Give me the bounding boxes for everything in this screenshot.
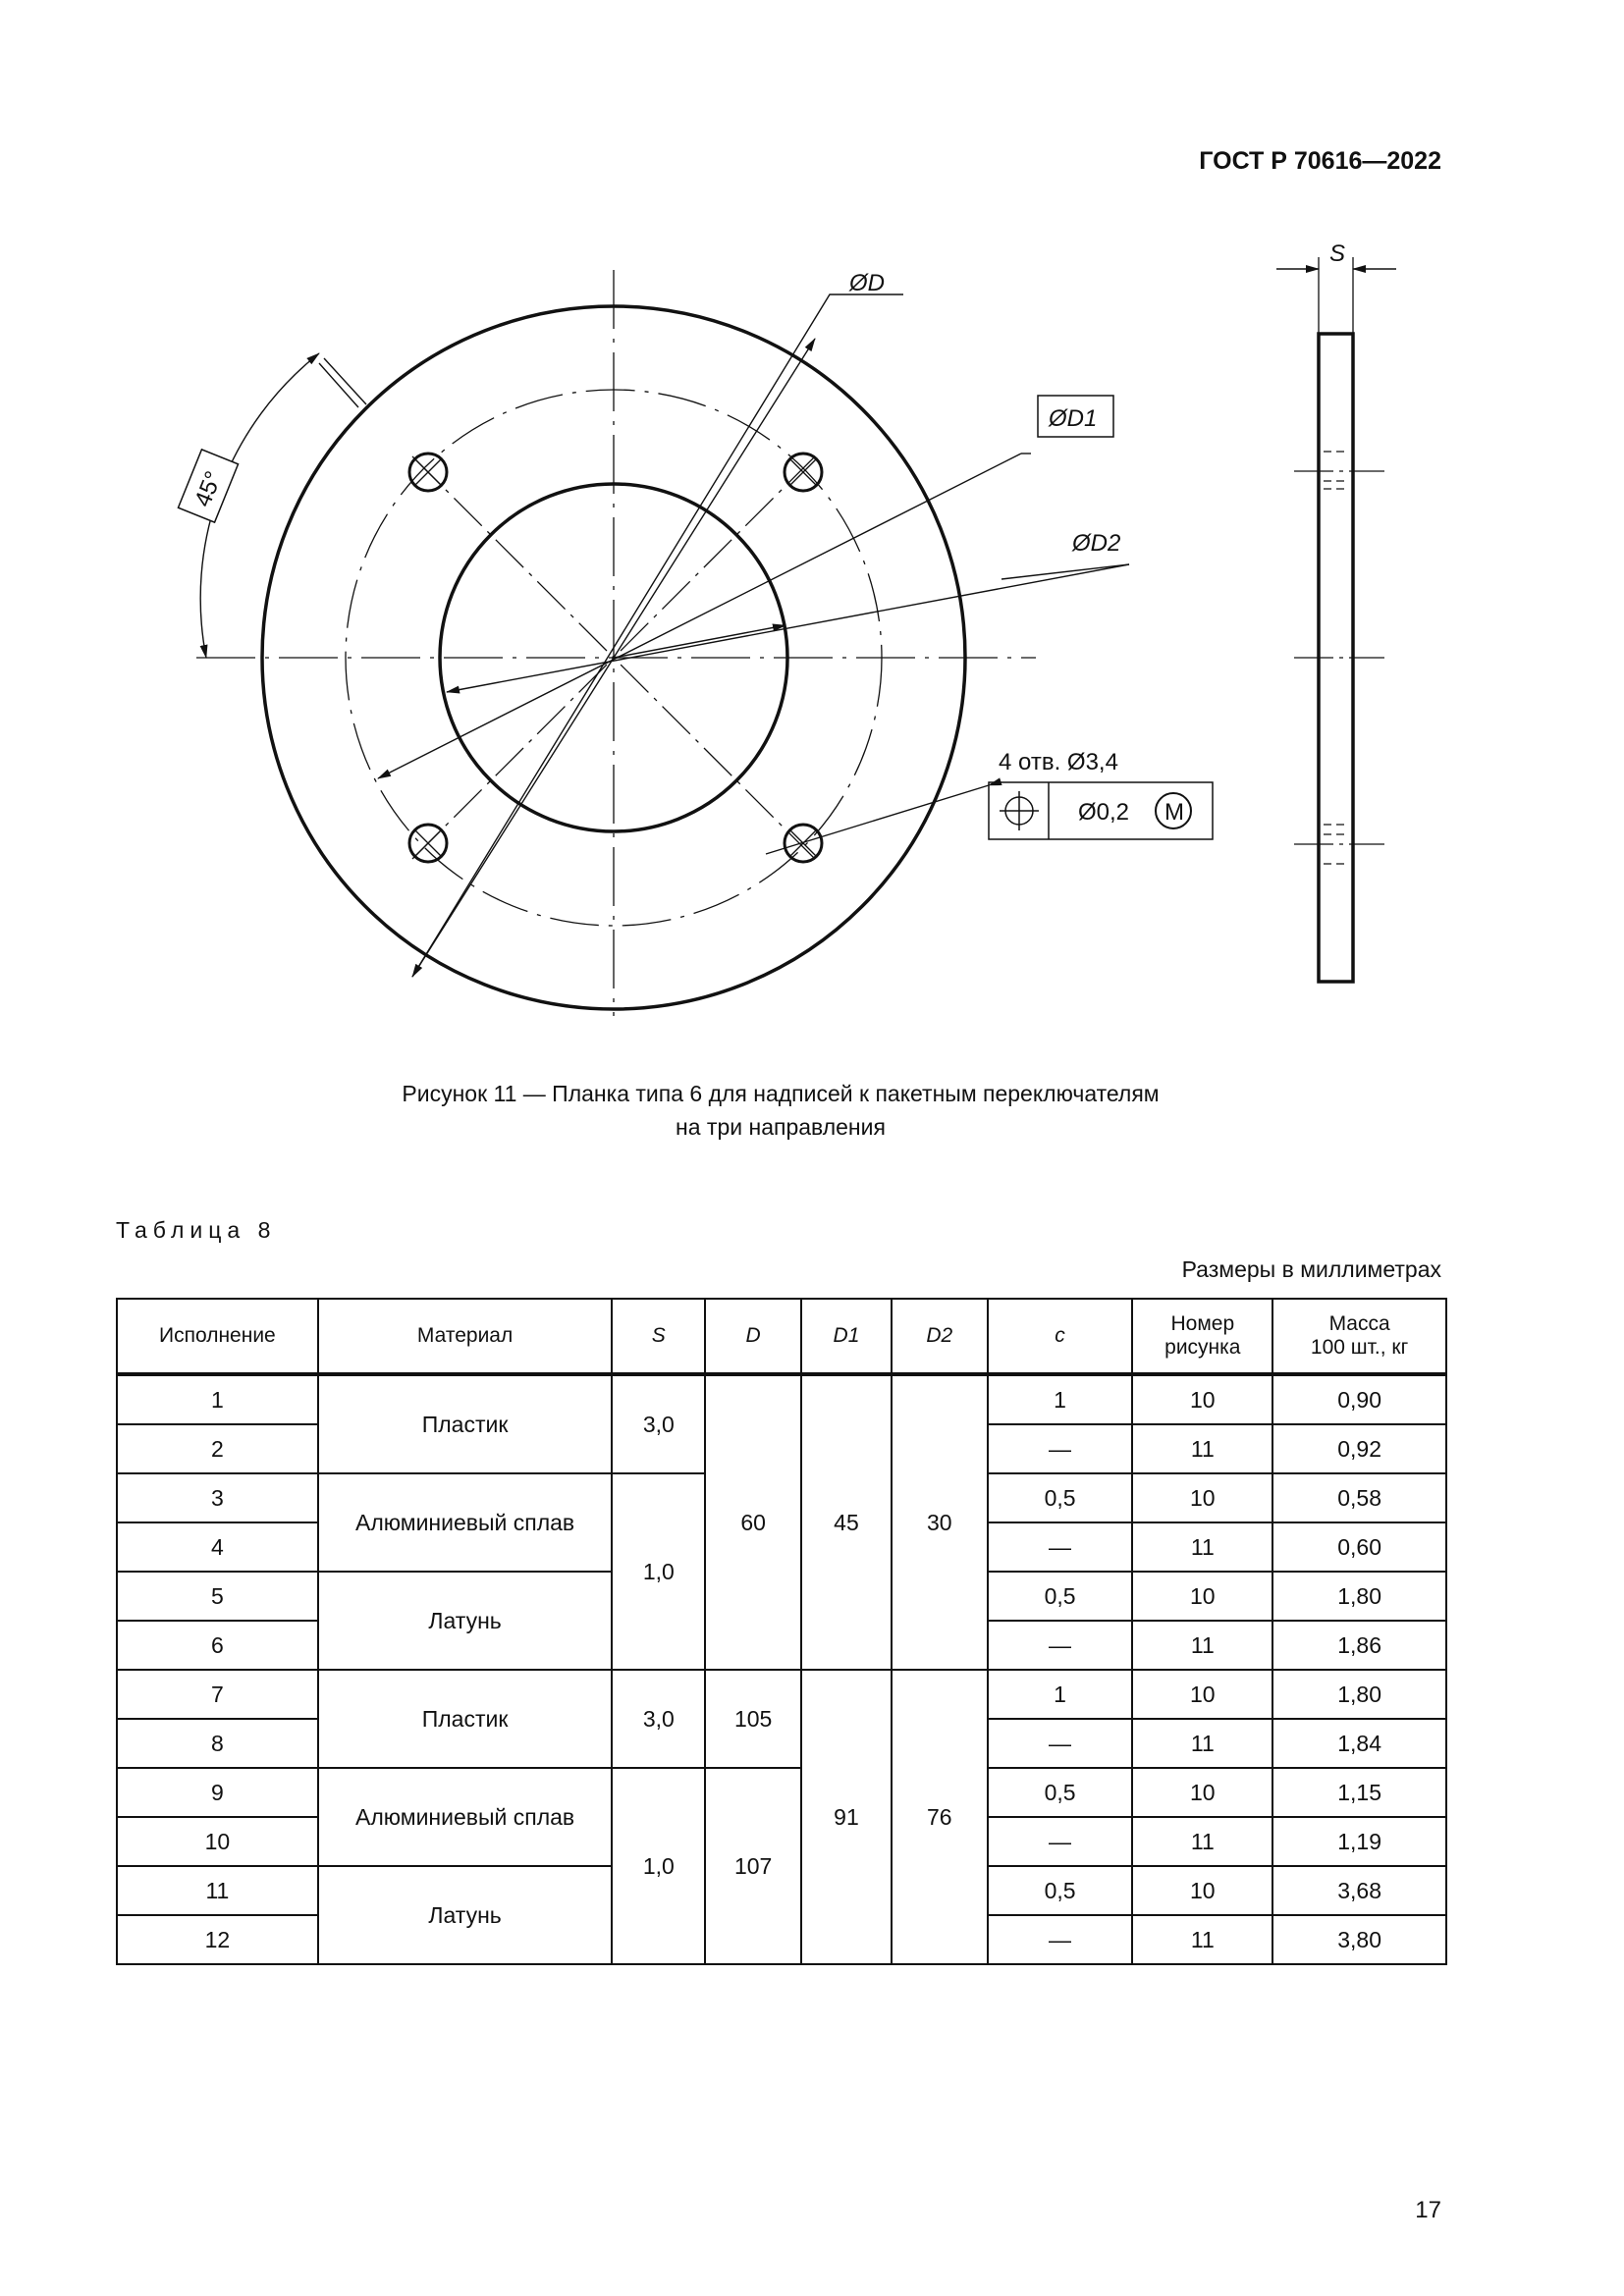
cell-variant: 4 (117, 1522, 318, 1572)
cell-figure-no: 11 (1132, 1915, 1272, 1964)
cell-variant: 11 (117, 1866, 318, 1915)
page-number: 17 (1415, 2197, 1441, 2223)
cell-variant: 5 (117, 1572, 318, 1621)
tolerance-value: Ø0,2 (1078, 799, 1130, 826)
tolerance-modifier: M (1164, 799, 1184, 826)
figure-caption-line2: на три направления (676, 1114, 886, 1140)
hole-top-right (785, 454, 822, 491)
cell-figure-no: 11 (1132, 1817, 1272, 1866)
cell-variant: 6 (117, 1621, 318, 1670)
cell-figure-no: 10 (1132, 1374, 1272, 1424)
cell-c: 0,5 (988, 1866, 1133, 1915)
cell-c: 0,5 (988, 1768, 1133, 1817)
cell-D2: 76 (892, 1670, 988, 1964)
label-dia-D2: ØD2 (1072, 530, 1121, 557)
cell-material: Алюминиевый сплав (318, 1768, 613, 1866)
cell-c: — (988, 1424, 1133, 1473)
cell-c: — (988, 1522, 1133, 1572)
cell-figure-no: 10 (1132, 1473, 1272, 1522)
header-material: Материал (318, 1299, 613, 1374)
label-angle: 45° (189, 467, 228, 511)
label-holes: 4 отв. Ø3,4 (999, 749, 1118, 775)
cell-material: Алюминиевый сплав (318, 1473, 613, 1572)
table-row (117, 1768, 1446, 1817)
table-header-row (117, 1299, 1446, 1374)
technical-drawing (0, 0, 1624, 1060)
cell-figure-no: 11 (1132, 1621, 1272, 1670)
hole-bottom-left (409, 825, 447, 862)
cell-mass: 0,92 (1272, 1424, 1446, 1473)
cell-c: — (988, 1621, 1133, 1670)
cell-figure-no: 11 (1132, 1522, 1272, 1572)
cell-c: — (988, 1817, 1133, 1866)
figure-caption (0, 1077, 1561, 1144)
cell-mass: 0,90 (1272, 1374, 1446, 1424)
spec-table (116, 1298, 1447, 1965)
label-thickness: S (1329, 240, 1346, 267)
header-c: c (988, 1299, 1133, 1374)
table-row (117, 1374, 1446, 1424)
cell-material: Пластик (318, 1374, 613, 1473)
cell-mass: 1,19 (1272, 1817, 1446, 1866)
cell-material: Латунь (318, 1572, 613, 1670)
cell-S: 3,0 (612, 1670, 705, 1768)
cell-mass: 0,60 (1272, 1522, 1446, 1572)
header-S: S (612, 1299, 705, 1374)
cell-D1: 91 (801, 1670, 892, 1964)
cell-mass: 1,15 (1272, 1768, 1446, 1817)
label-dia-D1: ØD1 (1049, 405, 1098, 432)
cell-c: 0,5 (988, 1473, 1133, 1522)
cell-material: Латунь (318, 1866, 613, 1964)
cell-c: 1 (988, 1374, 1133, 1424)
header-D2: D2 (892, 1299, 988, 1374)
cell-variant: 2 (117, 1424, 318, 1473)
label-dia-D: ØD (849, 270, 885, 296)
cell-D: 105 (705, 1670, 801, 1768)
cell-c: 1 (988, 1670, 1133, 1719)
header-D: D (705, 1299, 801, 1374)
cell-figure-no: 11 (1132, 1719, 1272, 1768)
cell-c: — (988, 1915, 1133, 1964)
cell-S: 1,0 (612, 1768, 705, 1964)
side-view (1276, 257, 1396, 982)
hole-top-left (409, 454, 447, 491)
table-units-note: Размеры в миллиметрах (1181, 1256, 1441, 1282)
cell-D1: 45 (801, 1374, 892, 1670)
cell-variant: 10 (117, 1817, 318, 1866)
cell-mass: 1,80 (1272, 1670, 1446, 1719)
cell-variant: 9 (117, 1768, 318, 1817)
cell-mass: 0,58 (1272, 1473, 1446, 1522)
cell-mass: 1,84 (1272, 1719, 1446, 1768)
cell-mass: 3,80 (1272, 1915, 1446, 1964)
cell-figure-no: 10 (1132, 1866, 1272, 1915)
cell-variant: 3 (117, 1473, 318, 1522)
cell-figure-no: 10 (1132, 1768, 1272, 1817)
cell-mass: 1,80 (1272, 1572, 1446, 1621)
document-id: ГОСТ Р 70616—2022 (1199, 147, 1441, 175)
cell-variant: 7 (117, 1670, 318, 1719)
cell-c: 0,5 (988, 1572, 1133, 1621)
cell-mass: 3,68 (1272, 1866, 1446, 1915)
table-label: Таблица 8 (116, 1217, 277, 1243)
cell-c: — (988, 1719, 1133, 1768)
cell-D: 60 (705, 1374, 801, 1670)
cell-variant: 12 (117, 1915, 318, 1964)
cell-figure-no: 11 (1132, 1424, 1272, 1473)
cell-figure-no: 10 (1132, 1670, 1272, 1719)
cell-mass: 1,86 (1272, 1621, 1446, 1670)
cell-figure-no: 10 (1132, 1572, 1272, 1621)
header-figure-no: Номер рисунка (1132, 1299, 1272, 1374)
cell-S: 1,0 (612, 1473, 705, 1670)
header-mass: Масса 100 шт., кг (1272, 1299, 1446, 1374)
figure-caption-line1: Рисунок 11 — Планка типа 6 для надписей к пакетным переключателям (402, 1081, 1160, 1106)
cell-variant: 8 (117, 1719, 318, 1768)
cell-variant: 1 (117, 1374, 318, 1424)
cell-material: Пластик (318, 1670, 613, 1768)
cell-S: 3,0 (612, 1374, 705, 1473)
header-D1: D1 (801, 1299, 892, 1374)
cell-D: 107 (705, 1768, 801, 1964)
cell-D2: 30 (892, 1374, 988, 1670)
table-row (117, 1670, 1446, 1719)
header-variant: Исполнение (117, 1299, 318, 1374)
